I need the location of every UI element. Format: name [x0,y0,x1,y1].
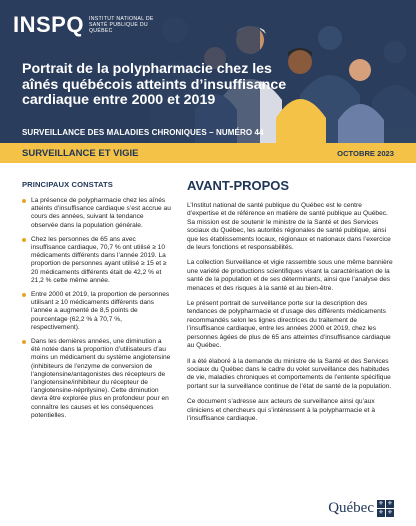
finding-text: Entre 2000 et 2019, la proportion de personnes utilisant ≥ 10 médicaments différents dans l’année a augmenté de 8,5 points de pourcentage (62,2 % à 70,7 %, respectivement). [31,291,170,331]
inspq-logo [13,12,169,38]
bullet-icon [22,340,26,344]
foreword-heading: AVANT-PROPOS [187,178,290,193]
page-title: Portrait de la polypharmacie chez les aînés québécois atteints d’insuffisance cardiaque entre 2000 et 2019 [22,61,287,109]
fleur-de-lis-icon: ⚜ [387,510,393,516]
paragraph: Ce document s’adresse aux acteurs de surveillance ainsi qu’aux cliniciens et chercheurs qui s’intéressent à la polypharmacie et à l’insuffisance cardiaque. [187,398,376,422]
category-band [0,143,416,163]
fleur-de-lis-flag-icon [377,500,394,517]
header-banner [0,0,416,143]
paragraph: L’Institut national de santé publique du Québec est le centre d’expertise et de référence en matière de santé publique au Québec. Sa mission est de soutenir le ministre de la Santé et des Services sociaux du Québec, les autorités régionales de santé publique, ainsi que les établissements locaux, régionaux et nationaux dans l’exercice de leurs fonctions et responsabilités. [187,202,391,252]
finding-text: Dans les dernières années, une diminution a été notée dans la proportion d’utilisateurs d’au moins un médicament du système angiotensine (inhibiteurs de l’enzyme de conversion de l’angiotensine/antagonistes des récepteurs de l’angiotensine/inhibiteur du récepteur de l’angiotensine-néprilysine). Cette diminution devra être explorée plus en profondeur pour en connaître les causes et les conséquences potentielles. [31,338,171,419]
logo-mark: INSPQ [13,12,84,37]
fleur-de-lis-icon: ⚜ [378,510,384,516]
findings-list [22,197,172,420]
paragraph: Il a été élaboré à la demande du ministre de la Santé et des Services sociaux du Québec dans le cadre du volet surveillance des habitudes de vie, maladies chroniques et comportements de l’entente spécifique portant sur la surveillance continue de l’état de santé de la population. [187,357,392,390]
list-item [22,338,172,420]
paragraph: Le présent portrait de surveillance porte sur la description des tendances de polypharmacie et d’usage des différents médicaments recommandés selon les lignes directrices du traitement de l’insuffisance cardiaque, entre les années 2000 et 2019, chez les personnes âgées de plus de 65 ans atteintes d’insuffisance cardiaque au Québec. [187,300,391,350]
series-label: SURVEILLANCE DES MALADIES CHRONIQUES – NUMÉRO 44 [22,128,264,137]
fleur-de-lis-icon: ⚜ [378,501,384,507]
list-item [22,291,172,332]
list-item [22,236,172,285]
fleur-de-lis-icon: ⚜ [387,501,393,507]
quebec-wordmark: Québec [328,500,374,516]
list-item [22,197,172,230]
bullet-icon [22,238,26,242]
logo-subtitle: INSTITUT NATIONAL DE SANTÉ PUBLIQUE DU QUÉBEC [88,16,154,34]
finding-text: La présence de polypharmacie chez les aînés atteints d’insuffisance cardiaque s’est accrue au cours des années, suivant la tendance observée dans la population générale. [31,197,171,229]
quebec-logo [328,500,394,517]
key-findings-heading: PRINCIPAUX CONSTATS [22,180,113,189]
key-findings [22,180,172,426]
publication-date: OCTOBRE 2023 [337,149,394,158]
bullet-icon [22,293,26,297]
bullet-icon [22,199,26,203]
category-label: SURVEILLANCE ET VIGIE [22,148,139,159]
paragraph: La collection Surveillance et vigie rassemble sous une même bannière une variété de productions scientifiques visant la caractérisation de la santé de la population et de ses déterminants, ainsi que l’analyse des menaces et des risques à la santé et au bien-être. [187,259,393,292]
foreword-section [187,178,395,430]
finding-text: Chez les personnes de 65 ans avec insuffisance cardiaque, 70,7 % ont utilisé ≥ 10 médicaments différents dans l’année 2019. La proportion de personnes ayant utilisé ≥ 15 et ≥ 20 médicaments différents était de 42,2 % et 21,2 % cette même année. [31,235,167,284]
